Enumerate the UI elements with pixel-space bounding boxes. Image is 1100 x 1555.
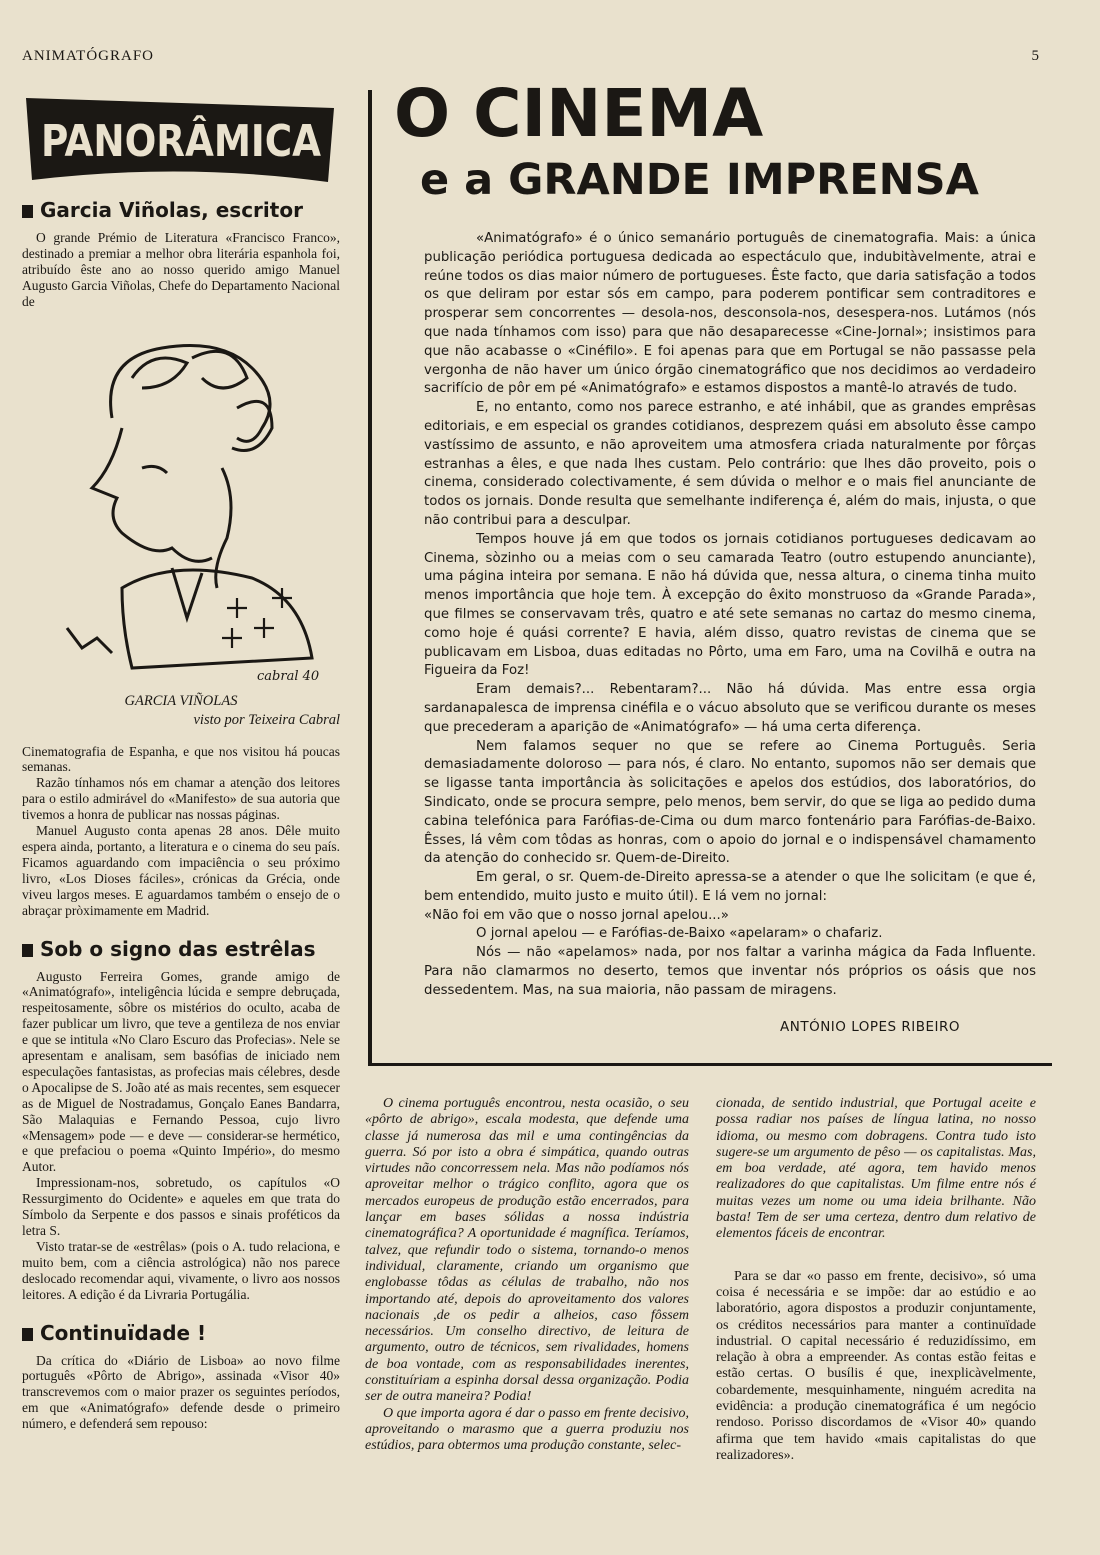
svg-text:cabral 40: cabral 40 [257,668,320,684]
article-body [424,230,1036,1001]
article-para-1: «Animatógrafo» é o único semanário português de cinematografia. Mais: a única publicação periódica portuguesa dedicada ao espectáculo que, indubitàvelmente, atrai e reúne todos os dias maior número de portugueses. Êste facto, que daria satisfação a todos os que deliram por estar sós em campo, para poderem pontificar sem contraditores e prosperar sem concorrentes — desola-nos, desconsola-nos, desespera-nos. Lutámos (nós que nada tínhamos com isso) para que não desaparecesse «Cine-Jornal»; insistimos para que não acabasse o «Cinéfilo». E foi apenas para que em Portugal se não passasse pela vergonha de não haver um único órgão cinematográfico que nos decidimos ao verdadeiro sacrifício de pôr em pé «Animatógrafo» e estamos dispostos a mantê-lo através de tudo. [424,231,1036,397]
garcia-para-3: Razão tínhamos nós em chamar a atenção dos leitores para o estilo admirável do «Manifesto» de sua autoria que tivemos a honra de publicar nas nossas páginas. [22,775,340,823]
page-number: 5 [1031,48,1040,64]
article-para-2: E, no entanto, como nos parece estranho, e até inhábil, que as grandes emprêsas editoriais, e em especial os grandes cotidianos, desprezem quási em absoluto êsse campo vastíssimo de assunto, e não aproveitem uma atmosfera criada naturalmente por fôrças estranhas a êles, e que nada lhes custam. Pelo contrário: que lhes dão proveito, pois o cinema, considerado colectivamente, é sem dúvida o melhor e o mais fiel anunciante de todos os jornais. Donde resulta que semelhante indiferença é, além do mais, injusta, o que não contribui para a desculpar. [424,400,1036,528]
garcia-para-1: O grande Prémio de Literatura «Francisco Franco», destinado a premiar a melhor obra literária espanhola foi, atribuído êste ano ao nosso querido amigo Manuel Augusto Garcia Viñolas, Chefe do Departamento Nacional de [22,230,340,309]
article-para-5: Nem falamos sequer no que se refere ao Cinema Português. Seria demasiadamente doloroso — para nós, é claro. No entanto, supomos não ser demais que se ligasse tanta importância às solicitações e apelos dos estúdios, dos laboratórios, do Sindicato, onde se procura sempre, pelo menos, bem servir, do que se liga ao pedido duma cabina telefónica para Farófias-de-Cima ou dum marco fontenário para Farófias-de-Baixo. Êsses, lá vêm com tôdas as honras, com o apoio do jornal e o indispensável chamamento da atenção do conhecido sr. Quem-de-Direito. [424,738,1036,867]
portrait-caption [22,692,340,730]
heading-garcia-vinolas: Garcia Viñolas, escritor [22,198,340,222]
continuidade-para-1: Da crítica do «Diário de Lisboa» ao novo filme português «Pôrto de Abrigo», assinada «Visor 40» transcrevemos com o maior prazer os seguintes períodos, em que «Animatógrafo» defende desde o primeiro número, e defenderá sem repouso: [22,1352,340,1432]
garcia-text-rest [22,744,340,919]
bottom-col2-roman: Para se dar «o passo em frente, decisivo», só uma coisa é necessária e se impõe: dar ao estúdio e ao laboratório, agora dispostos a produzir conjuntamente, os créditos necessários para manter a continuïdade industrial. O capital necessário é reduzidíssimo, em relação à obra a empreender. As contas estão feitas e estão certas. O busílis é que, inexplicàvelmente, cobardemente, mesquinhamente, ninguém acredita na evidência: a produção cinematográfica é um negócio rendoso. Porisso discordamos de «Visor 40» quando afirma que tem havido «mais capitalistas do que realizadores». [716,1268,1036,1463]
article-para-6: Em geral, o sr. Quem-de-Direito apressa-se a atender o que lhe solicitam (e que é, bem entendido, muito justo e muito útil). E lá vem no jornal: [424,870,1036,904]
garcia-para-4: Manuel Augusto conta apenas 28 anos. Dêle muito espera ainda, portanto, a literatura e o cinema do seu país. Ficamos aguardando com impaciência o seu próximo livro, «Los Dioses fáciles», crónicas da Grécia, onde viveu largos meses. E aguardamos também o ensejo de o abraçar pròximamente em Madrid. [22,823,340,918]
article-para-9: Nós — não «apelamos» nada, por nos faltar a varinha mágica da Fada Influente. Para não clamarmos no deserto, temos que inventar nós próprios os oásis que nos dessedentem. Mas, na sua maioria, não passam de miragens. [424,945,1036,998]
bottom-column-2 [716,1096,1036,1464]
garcia-text-intro [22,230,340,310]
article-title-line-2: e a GRANDE IMPRENSA [420,155,979,205]
article-quote: «Não foi em vão que o nosso jornal apelou...» [424,907,729,923]
heading-continuidade: Continuïdade ! [22,1321,340,1345]
caricature-portrait [22,318,340,688]
article-para-4: Eram demais?... Rebentaram?... Não há dúvida. Mas entre essa orgia sardanapalesca de imprensa cinéfila e o vácuo absoluto que se verificou durante os meses que precederam a aparição de «Animatógrafo» — há uma certa diferença. [424,682,1036,735]
estrelas-text [22,969,340,1303]
estrelas-para-3: Visto tratar-se de «estrêlas» (pois o A. tudo relaciona, e muito bem, com a ciência astrológica) não nos parece deslocado recomendar aqui, vivamente, o livro aos nossos leitores. A edição é da Livraria Portugália. [22,1238,340,1302]
continuidade-text [22,1353,340,1433]
heading-signo-estrelas: Sob o signo das estrêlas [22,937,340,961]
bottom-col1-para-1: O cinema português encontrou, nesta ocasião, o seu «pôrto de abrigo», escala modesta, que defende uma classe já numerosa das mil e uma contingências da guerra. Só por isto a obra é simpática, quando outras virtudes não concorressem nela. Mas não podíamos nós aproveitar melhor o trágico conflito, agora que os mercados europeus de produção estão encerrados, para lançar em bases sólidas a nossa indústria cinematográfica? A oportunidade é magnífica. Teríamos, talvez, que refundir todo o sistema, tornando-o menos individual, claramente, criando um organismo que englobasse tôdas as células de trabalho, não nos importando até, depois do aproveitamento dos valores nacionais ,de os pedir a alheios, caso fôssem necessários. Um conselho directivo, de leitura de argumento, outro de técnicos, sem rivalidades, homens de boa vontade, com as responsabilidades inerentes, constituíriam a espinha dorsal dessa organização. Podia ser de outra maneira? Podia! [365,1096,689,1405]
magazine-header: ANIMATÓGRAFO [22,48,155,64]
article-para-3: Tempos houve já em que todos os jornais cotidianos portugueses dedicavam ao Cinema, sòzinho ou a meias com o seu camarada Teatro (outro estupendo anunciante), uma página inteira por semana. E não há dúvida que, nessa altura, o cinema tinha muito menos importância que hoje tem. À excepção do êxito monstruoso da «Grande Parada», que filmes se conservavam três, quatro e até sete semanas no cartaz do mesmo cinema, como hoje é quási corrente? E havia, além disso, quatro revistas de cinema que se publicavam em Lisboa, duas editadas no Pôrto, uma em Faro, uma na Covilhã e outra na Figueira da Foz! [424,531,1036,679]
banner-text: PANORÂMICA [41,116,339,167]
bottom-column-1 [365,1096,689,1455]
article-vertical-rule [368,90,372,1065]
article-bottom-rule [368,1063,1052,1066]
estrelas-para-2: Impressionam-nos, sobretudo, os capítulos «O Ressurgimento do Ocidente» e aqueles em que trata do Símbolo da Serpente e dos passos e sinais proféticos da letra S. [22,1175,340,1238]
garcia-para-2: Cinematografia de Espanha, e que nos visitou há poucas semanas. [22,743,340,775]
article-para-8: O jornal apelou — e Farófias-de-Baixo «apelaram» o chafariz. [476,926,883,942]
bottom-col2-italic: cionada, de sentido industrial, que Portugal aceite e possa radiar nos países de língua latina, no nosso idioma, ou mesmo com dobragens. Contra tudo isto sugere-se um argumento de pêso — os capitalistas. Mas, em boa verdade, até agora, tem havido menos realizadores do que capitalistas. Um filme entre nós é muitas vezes um nome ou uma ideia brilhante. Não basta! Tem de ser uma certeza, dentro dum relativo de elementos fáceis de encontrar. [716,1096,1036,1242]
estrelas-para-1: Augusto Ferreira Gomes, grande amigo de «Animatógrafo», inteligência lúcida e sempre debruçada, respeitosamente, sôbre os mistérios do oculto, acaba de fazer publicar um livro, que teve a gentileza de nos enviar e que se intitula «No Claro Escuro das Profecias». Nele se apresentam e analisam, sem basófias de iniciado nem especulações fantasistas, as profecias mais célebres, desde o Apocalipse de S. João até as mais recentes, sem esquecer as de Miguel de Nostradamus, Gonçalo Eanes Bandarra, São Malaquias e Fernando Pessoa, cujo livro «Mensagem» pode — e deve — considerar-se hermético, e que prefaciou o poema «Quinto Império», do mesmo Autor. [22,968,340,1175]
article-title-line-1: O CINEMA [394,75,764,152]
bottom-col1-para-2: O que importa agora é dar o passo em frente decisivo, aproveitando o marasmo que a guerra produziu nos estúdios, para obtermos uma produção constante, selec- [365,1405,689,1454]
caption-name: GARCIA VIÑOLAS [124,692,238,709]
article-author: ANTÓNIO LOPES RIBEIRO [780,1019,961,1035]
panoramica-banner [22,92,340,188]
panoramica-column [22,92,340,1432]
caption-artist: visto por Teixeira Cabral [193,711,340,728]
